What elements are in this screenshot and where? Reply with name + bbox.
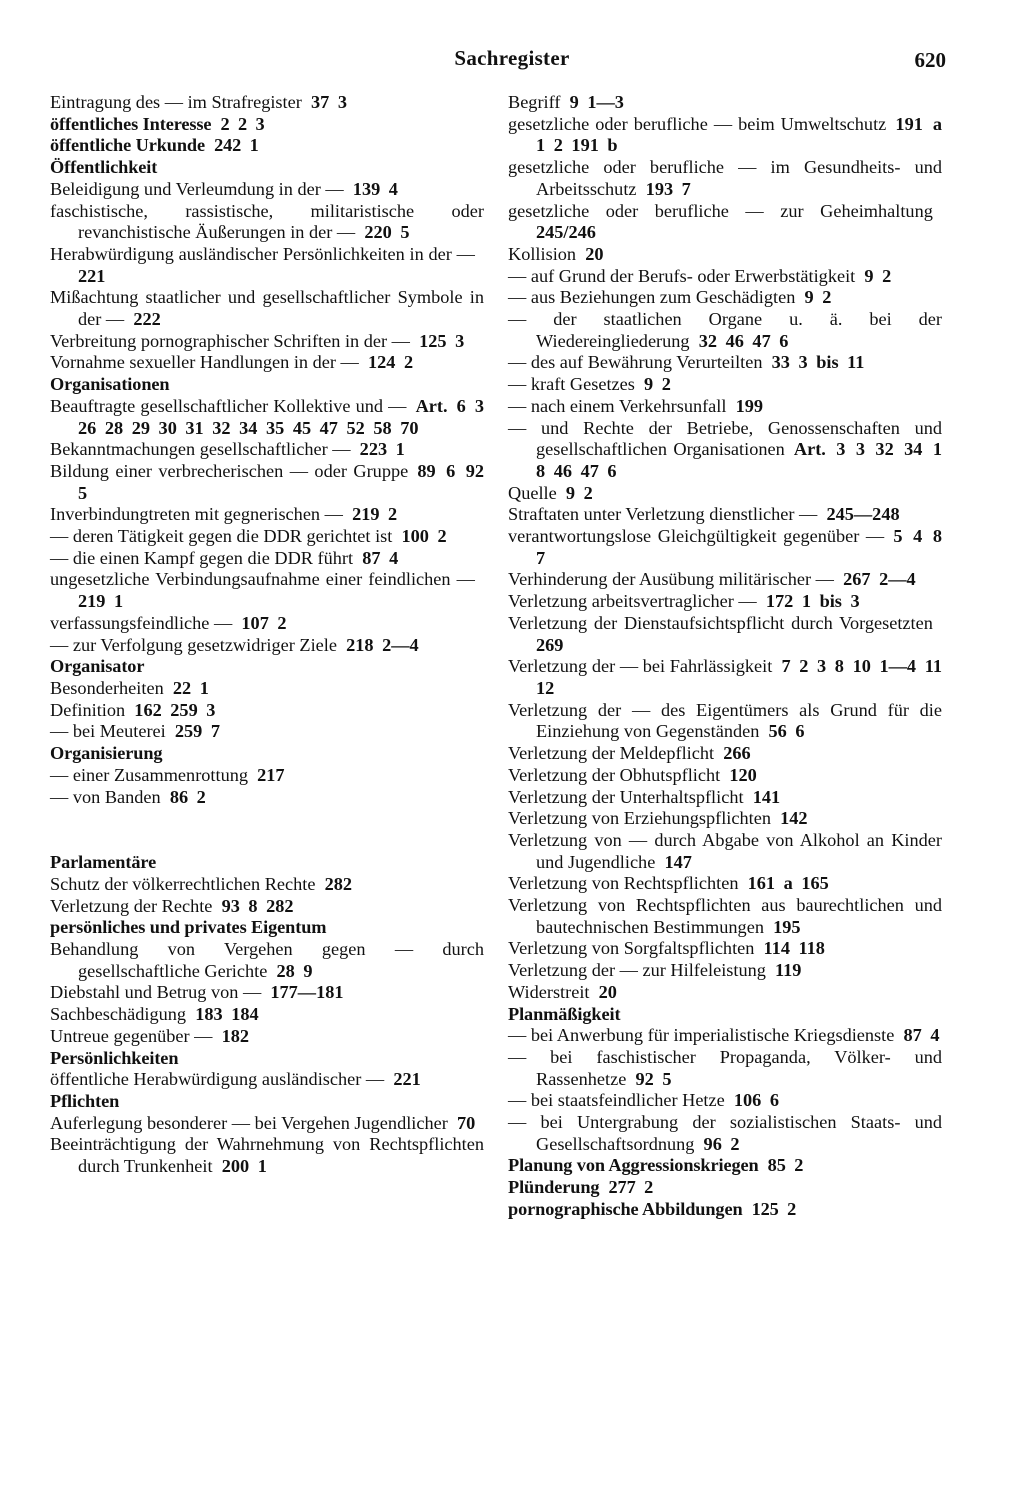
index-entry xyxy=(508,374,942,396)
index-entry xyxy=(508,895,942,938)
entry-references: 266 xyxy=(723,743,751,764)
entry-references: 20 xyxy=(585,243,604,264)
index-entry xyxy=(50,939,484,982)
index-entry xyxy=(50,896,484,918)
index-entry xyxy=(508,266,942,288)
entry-text: — bei staatsfeindlicher Hetze xyxy=(508,1090,725,1111)
index-entry xyxy=(508,569,942,591)
entry-text: verfassungsfeindliche — xyxy=(50,612,233,633)
entry-text: gesetzliche oder berufliche — im Gesundheits- und Arbeitsschutz xyxy=(508,157,942,199)
index-entry xyxy=(50,92,484,114)
entry-text: Beleidigung und Verleumdung in der — xyxy=(50,178,344,199)
entry-text: — bei faschistischer Propaganda, Völker- und Rassenhetze xyxy=(508,1046,942,1089)
entry-text: Planmäßigkeit xyxy=(508,1003,621,1024)
entry-text: Verletzung der Obhutspflicht xyxy=(508,764,721,785)
index-entry xyxy=(508,418,942,483)
index-column-left xyxy=(50,92,484,1178)
entry-references: 282 xyxy=(324,873,353,894)
entry-text: — deren Tätigkeit gegen die DDR gerichtet ist xyxy=(50,526,393,547)
index-entry xyxy=(50,874,484,896)
entry-text: Verletzung der Rechte xyxy=(50,895,213,916)
entry-references: 9 2 xyxy=(864,265,892,286)
entry-text: Mißachtung staatlicher und gesellschaftlicher Symbole in der — xyxy=(50,287,484,330)
entry-references: 245/246 xyxy=(536,222,596,243)
entry-references: 96 2 xyxy=(703,1133,740,1154)
entry-references: 120 xyxy=(729,764,757,785)
index-entry xyxy=(50,287,484,330)
entry-references: 37 3 xyxy=(310,92,347,112)
index-entry xyxy=(508,157,942,200)
entry-references: Art. 3 3 32 34 1 8 46 47 6 xyxy=(536,439,942,481)
index-entry xyxy=(50,635,484,657)
entry-text: Verletzung von Sorgfaltspflichten xyxy=(508,938,755,959)
entry-text: Kollision xyxy=(508,243,577,264)
entry-text: Plünderung xyxy=(508,1177,600,1198)
entry-text: Verletzung von Erziehungspflichten xyxy=(508,808,771,829)
entry-text: Verletzung der — bei Fahrlässigkeit xyxy=(508,656,773,677)
entry-references: 172 1 bis 3 xyxy=(765,591,860,612)
entry-text: — bei Untergrabung der sozialistischen Staats- und Gesellschaftsordnung xyxy=(508,1112,942,1154)
index-entry xyxy=(508,787,942,809)
entry-text: Beauftragte gesellschaftlicher Kollektive und — xyxy=(50,395,407,416)
index-entry xyxy=(50,982,484,1004)
index-heading xyxy=(50,157,484,179)
entry-text: Verhinderung der Ausübung militärischer — xyxy=(508,569,834,590)
entry-text: Organisierung xyxy=(50,743,163,764)
entry-text: faschistische, rassistische, militaristische oder revanchistische Äußerungen in der — xyxy=(50,200,484,243)
entry-references: 93 8 282 xyxy=(221,895,294,916)
entry-text: — bei Meuterei xyxy=(50,721,166,742)
index-entry xyxy=(508,938,942,960)
index-heading xyxy=(50,743,484,765)
index-entry xyxy=(508,765,942,787)
entry-references: 106 6 xyxy=(733,1090,780,1111)
entry-text: Begriff xyxy=(508,92,561,112)
entry-text: — kraft Gesetzes xyxy=(508,374,635,395)
index-entry xyxy=(508,201,942,244)
entry-text: — der staatlichen Organe u. ä. bei der Wiedereingliederung xyxy=(508,309,942,351)
index-entry xyxy=(50,1113,484,1135)
entry-text: öffentliche Urkunde xyxy=(50,135,206,156)
entry-references: 56 6 xyxy=(768,721,805,742)
index-entry xyxy=(508,873,942,895)
entry-text: verantwortungslose Gleichgültigkeit gegenüber — xyxy=(508,526,885,547)
index-entry xyxy=(508,483,942,505)
entry-references: 219 2 xyxy=(352,504,398,525)
entry-references: 222 xyxy=(133,309,161,330)
entry-text: Widerstreit xyxy=(508,981,590,1002)
entry-text: — die einen Kampf gegen die DDR führt xyxy=(50,547,354,568)
entry-text: Verletzung von — durch Abgabe von Alkohol an Kinder und Jugendliche xyxy=(508,829,942,872)
index-entry xyxy=(50,504,484,526)
index-entry xyxy=(50,1004,484,1026)
entry-references: 223 1 xyxy=(359,439,405,460)
entry-references: 245—248 xyxy=(826,504,900,525)
entry-references: 177—181 xyxy=(270,982,344,1003)
entry-references: 22 1 xyxy=(172,677,209,698)
index-column-right xyxy=(508,92,942,1221)
index-entry xyxy=(508,808,942,830)
entry-text: Behandlung von Vergehen gegen — durch gesellschaftliche Gerichte xyxy=(50,939,484,981)
entry-text: persönliches und privates Eigentum xyxy=(50,917,327,938)
entry-references: 242 1 xyxy=(214,135,259,156)
entry-references: 9 2 xyxy=(644,374,671,395)
entry-references: 20 xyxy=(598,981,617,1002)
entry-references: 200 1 xyxy=(221,1156,267,1177)
entry-text: Besonderheiten xyxy=(50,677,164,698)
entry-references: 125 3 xyxy=(419,330,465,351)
entry-references: 9 2 xyxy=(565,482,593,503)
entry-text: Auferlegung besonderer — bei Vergehen Jugendlicher xyxy=(50,1112,448,1133)
index-entry xyxy=(50,678,484,700)
entry-references: 183 184 xyxy=(195,1004,259,1025)
index-entry xyxy=(508,244,942,266)
entry-references: 267 2—4 xyxy=(843,569,916,590)
entry-references: 269 xyxy=(536,634,564,655)
entry-text: — des auf Bewährung Verurteilten xyxy=(508,352,763,373)
entry-references: Art. 6 3 26 28 29 30 31 32 34 35 45 47 52 58 70 xyxy=(78,395,485,438)
entry-references: 191 a 1 2 191 b xyxy=(536,113,942,156)
entry-references: 9 2 xyxy=(804,287,832,308)
index-entry xyxy=(50,352,484,374)
entry-text: Verletzung der — zur Hilfeleistung xyxy=(508,960,766,981)
entry-text: ungesetzliche Verbindungsaufnahme einer feindlichen — xyxy=(50,569,475,590)
index-heading xyxy=(508,1004,942,1026)
index-heading xyxy=(50,135,484,157)
entry-references: 220 5 xyxy=(364,222,410,243)
entry-text: — auf Grund der Berufs- oder Erwerbstätigkeit xyxy=(508,265,856,286)
entry-text: Bekanntmachungen gesellschaftlicher — xyxy=(50,439,351,460)
index-entry xyxy=(50,526,484,548)
index-entry xyxy=(508,960,942,982)
entry-text: Beeinträchtigung der Wahrnehmung von Rechtspflichten durch Trunkenheit xyxy=(50,1134,484,1177)
entry-text: Vornahme sexueller Handlungen in der — xyxy=(50,352,359,373)
index-entry xyxy=(50,721,484,743)
entry-references: 114 118 xyxy=(763,938,825,959)
entry-text: öffentliches Interesse xyxy=(50,113,212,134)
entry-references: 124 2 xyxy=(367,352,414,373)
entry-references: 193 7 xyxy=(645,178,691,199)
entry-references: 141 xyxy=(752,786,781,807)
index-entry xyxy=(508,591,942,613)
entry-references: 28 9 xyxy=(276,960,313,981)
index-entry xyxy=(508,526,942,569)
index-entry xyxy=(50,1069,484,1091)
entry-references: 161 a 165 xyxy=(747,873,829,894)
entry-text: Verletzung der Unterhaltspflicht xyxy=(508,786,744,807)
entry-text: gesetzliche oder berufliche — beim Umweltschutz xyxy=(508,113,887,134)
index-entry xyxy=(508,743,942,765)
entry-references: 221 xyxy=(78,265,106,286)
index-entry xyxy=(508,1047,942,1090)
index-entry xyxy=(508,982,942,1004)
index-entry xyxy=(508,309,942,352)
page-title: Sachregister xyxy=(454,46,570,70)
index-heading xyxy=(50,1091,484,1113)
entry-text: Verletzung von Rechtspflichten aus baurechtlichen und bautechnischen Bestimmungen xyxy=(508,895,942,937)
index-heading xyxy=(50,114,484,136)
entry-references: 162 259 3 xyxy=(134,699,216,720)
entry-text: — aus Beziehungen zum Geschädigten xyxy=(508,287,796,308)
entry-text: Organisationen xyxy=(50,374,170,395)
entry-references: 92 5 xyxy=(635,1068,672,1089)
entry-references: 87 4 xyxy=(903,1025,940,1046)
entry-text: Straftaten unter Verletzung dienstlicher — xyxy=(508,504,818,525)
index-entry xyxy=(508,656,942,699)
entry-references: 70 xyxy=(456,1112,476,1133)
entry-text: Herabwürdigung ausländischer Persönlichkeiten in der — xyxy=(50,243,475,264)
entry-references: 219 1 xyxy=(78,591,124,612)
entry-references: 5 4 8 7 xyxy=(536,526,942,568)
index-entry xyxy=(508,1090,942,1112)
entry-references: 218 2—4 xyxy=(346,634,419,655)
index-entry xyxy=(50,461,484,504)
entry-references: 87 4 xyxy=(362,547,399,568)
index-entry xyxy=(508,396,942,418)
index-entry xyxy=(508,92,942,114)
entry-references: 217 xyxy=(257,764,285,785)
index-heading xyxy=(50,374,484,396)
entry-references: 195 xyxy=(773,916,801,937)
entry-text: Inverbindungtreten mit gegnerischen — xyxy=(50,504,343,525)
index-entry xyxy=(50,439,484,461)
index-entry xyxy=(508,700,942,743)
entry-references: 277 2 xyxy=(608,1177,654,1198)
entry-references: 85 2 xyxy=(767,1155,804,1176)
entry-references: 199 xyxy=(735,395,764,416)
entry-references: 125 2 xyxy=(751,1198,797,1219)
entry-text: pornographische Abbildungen xyxy=(508,1198,743,1219)
entry-references: 86 2 xyxy=(169,786,206,807)
entry-text: Verletzung der Meldepflicht xyxy=(508,743,715,764)
index-entry xyxy=(50,396,484,439)
index-entry xyxy=(50,179,484,201)
entry-references: 107 2 xyxy=(241,612,287,633)
index-entry xyxy=(50,787,484,809)
entry-text: Definition xyxy=(50,699,126,720)
index-heading xyxy=(508,1199,942,1221)
entry-text: Untreue gegenüber — xyxy=(50,1025,213,1046)
entry-references: 89 6 92 5 xyxy=(78,460,484,503)
entry-references: 259 7 xyxy=(174,721,221,742)
entry-text: Bildung einer verbrecherischen — oder Gruppe xyxy=(50,460,409,481)
entry-references: 119 xyxy=(775,960,802,981)
entry-references: 32 46 47 6 xyxy=(698,330,789,351)
index-entry xyxy=(508,1112,942,1155)
index-entry xyxy=(508,830,942,873)
entry-references: 139 4 xyxy=(352,178,398,199)
index-entry xyxy=(508,287,942,309)
index-entry xyxy=(508,114,942,157)
entry-text: Verletzung der Dienstaufsichtspflicht durch Vorgesetzten xyxy=(508,612,933,633)
index-entry xyxy=(50,1026,484,1048)
entry-text: — bei Anwerbung für imperialistische Kriegsdienste xyxy=(508,1025,895,1046)
index-entry xyxy=(50,201,484,244)
entry-text: Schutz der völkerrechtlichen Rechte xyxy=(50,873,316,894)
entry-references: 147 xyxy=(664,851,692,872)
index-entry xyxy=(50,331,484,353)
entry-text: — nach einem Verkehrsunfall xyxy=(508,395,727,416)
entry-text: Verletzung arbeitsvertraglicher — xyxy=(508,591,757,612)
index-entry xyxy=(508,504,942,526)
index-entry xyxy=(508,613,942,656)
entry-text: Eintragung des — im Strafregister xyxy=(50,92,302,112)
entry-text: Parlamentäre xyxy=(50,852,157,873)
entry-text: — einer Zusammenrottung xyxy=(50,764,248,785)
entry-text: — von Banden xyxy=(50,786,161,807)
entry-text: — zur Verfolgung gesetzwidriger Ziele xyxy=(50,634,337,655)
entry-text: Planung von Aggressionskriegen xyxy=(508,1155,759,1176)
section-gap xyxy=(50,808,484,852)
entry-text: Persönlichkeiten xyxy=(50,1047,179,1068)
index-entry xyxy=(50,1134,484,1177)
entry-text: Quelle xyxy=(508,482,557,503)
entry-text: Organisator xyxy=(50,656,145,677)
entry-references: 33 3 bis 11 xyxy=(771,352,865,373)
index-entry xyxy=(508,1025,942,1047)
entry-references: 182 xyxy=(221,1025,249,1046)
index-entry xyxy=(50,700,484,722)
index-entry xyxy=(50,569,484,612)
index-entry xyxy=(50,244,484,287)
entry-references: 221 xyxy=(393,1069,421,1090)
entry-references: 100 2 xyxy=(401,526,447,547)
index-heading xyxy=(50,656,484,678)
entry-text: Öffentlichkeit xyxy=(50,157,158,178)
index-entry xyxy=(50,548,484,570)
entry-text: öffentliche Herabwürdigung ausländischer — xyxy=(50,1069,385,1090)
entry-text: Verletzung der — des Eigentümers als Grund für die Einziehung von Gegenständen xyxy=(508,699,942,742)
entry-text: Sachbeschädigung xyxy=(50,1004,187,1025)
index-heading xyxy=(508,1177,942,1199)
entry-references: 142 xyxy=(780,808,808,829)
entry-text: — und Rechte der Betriebe, Genossenschaften und gesellschaftlichen Organisationen xyxy=(508,417,942,460)
index-heading xyxy=(50,852,484,874)
entry-text: Verbreitung pornographischer Schriften in der — xyxy=(50,330,410,351)
index-entry xyxy=(508,352,942,374)
index-heading xyxy=(50,917,484,939)
index-entry xyxy=(50,613,484,635)
entry-text: Pflichten xyxy=(50,1090,120,1111)
entry-references: 2 2 3 xyxy=(220,113,265,134)
index-entry xyxy=(50,765,484,787)
entry-text: gesetzliche oder berufliche — zur Geheimhaltung xyxy=(508,200,933,221)
entry-text: Verletzung von Rechtspflichten xyxy=(508,873,739,894)
entry-text: Diebstahl und Betrug von — xyxy=(50,982,262,1003)
entry-references: 9 1—3 xyxy=(569,92,624,112)
index-heading xyxy=(50,1048,484,1070)
page-number: 620 xyxy=(914,48,946,72)
index-heading xyxy=(508,1155,942,1177)
entry-references: 7 2 3 8 10 1—4 11 12 xyxy=(536,656,942,698)
